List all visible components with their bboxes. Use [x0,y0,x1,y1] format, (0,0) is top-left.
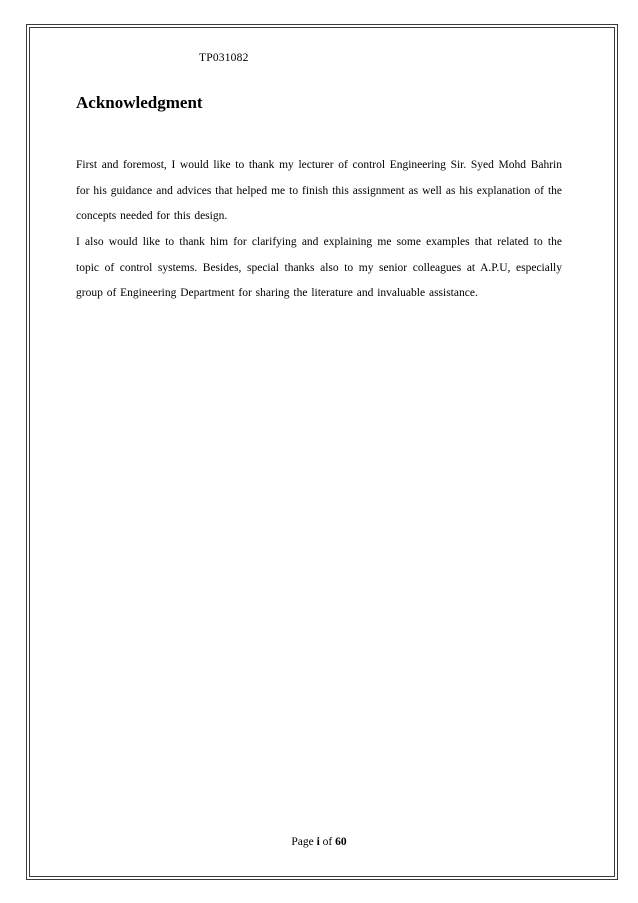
paragraph-first: First and foremost, I would like to thank my lecturer of control Engineering Sir. Syed Mohd Bahrin for his guidance and advices that helped me to finish this assignment as well as his explanation of the concepts needed for this design. [76,159,562,222]
page-label: Page [291,836,317,848]
page-total: 60 [335,836,347,848]
page-number: i [316,836,320,848]
student-id-header: TP031082 [199,52,249,64]
paragraph-second: I also would like to thank him for clarifying and explaining me some examples that related to the topic of control systems. Besides, special thanks also to my senior colleagues at A.P.U, especially group of Engineering Department for sharing the literature and invaluable assistance. [76,236,562,299]
page-footer [0,836,638,848]
page-title: Acknowledgment [76,93,203,112]
page-separator: of [319,836,336,848]
